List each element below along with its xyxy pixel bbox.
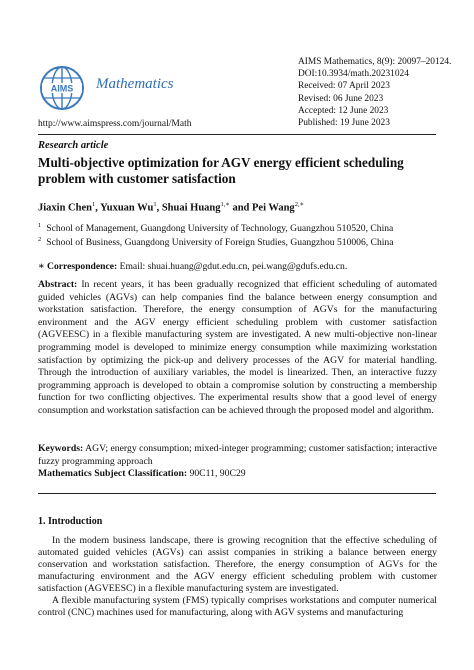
abstract bbox=[38, 279, 437, 418]
journal-name: Mathematics bbox=[96, 76, 174, 92]
msc-codes: 90C11, 90C29 bbox=[189, 468, 246, 479]
meta-accepted: Accepted: 12 June 2023 bbox=[298, 105, 389, 116]
msc-label: Mathematics Subject Classification: bbox=[38, 468, 188, 479]
affiliation-2: $^2$ School of Business, Guangdong University of Foreign Studies, Guangzhou 510006, China bbox=[38, 236, 394, 249]
correspondence-emails[interactable]: Email: shuai.huang@gdut.edu.cn, pei.wang@gdufs.edu.cn. bbox=[119, 261, 348, 272]
abstract-text: In recent years, it has been gradually recognized that efficient scheduling of automated guided vehicles (AGVs) can help companies find the balance between energy consumption and workstation satisfaction. Therefore, the energy consumption of AGVs for the manufacturing environment and the AGV energy efficient scheduling problem with customer satisfaction (AGVEESC) in a flexible manufacturing system are investigated. A new multi-objective non-linear programming model is developed to minimize energy consumption while maximizing workstation satisfaction by optimizing the pick-up and delivery processes of the AGV for material handling. Through the introduction of auxiliary variables, the model is linearized. Then, an interactive fuzzy programming approach is developed to obtain a compromise solution by constructing a membership function for two conflicting objectives. The experimental results show that a good level of energy consumption and workstation satisfaction can be achieved through the proposed model and algorithm. bbox=[38, 279, 438, 416]
article-type: Research article bbox=[38, 140, 109, 151]
section-heading-introduction: 1. Introduction bbox=[38, 516, 103, 527]
subject-classification bbox=[38, 468, 246, 479]
globe-icon bbox=[38, 64, 86, 112]
author-affil-mark: 1 bbox=[153, 201, 157, 208]
keywords-text: AGV; energy consumption; mixed-integer programming; customer satisfaction; interactive fuzzy programming approach bbox=[38, 443, 437, 467]
author-list: Jiaxin Chen$^1$, Yuxuan Wu$^1$, Shuai Huang$^{1,∗}$ and Pei Wang$^{2,∗}$ bbox=[38, 201, 304, 214]
keywords-label: Keywords: bbox=[38, 443, 84, 454]
meta-citation: AIMS Mathematics, 8(9): 20097–20124. bbox=[298, 57, 452, 67]
correspondence bbox=[38, 261, 347, 272]
article-title: Multi-objective optimization for AGV energy efficient scheduling problem with customer satisfaction bbox=[38, 155, 404, 186]
meta-doi[interactable]: DOI:10.3934/math.20231024 bbox=[298, 69, 409, 80]
affiliation-1: $^1$ School of Management, Guangdong University of Technology, Guangzhou 510520, China bbox=[38, 222, 394, 235]
author-name: Pei Wang bbox=[252, 202, 295, 214]
meta-revised: Revised: 06 June 2023 bbox=[298, 93, 384, 104]
author-affil-mark: 1,∗ bbox=[220, 201, 230, 208]
correspondence-label: ∗ Correspondence: bbox=[38, 261, 118, 272]
logo-text: AIMS bbox=[50, 83, 74, 94]
author-name: Jiaxin Chen bbox=[38, 202, 92, 214]
journal-url[interactable]: http://www.aimspress.com/journal/Math bbox=[38, 119, 192, 129]
abstract-label: Abstract: bbox=[38, 279, 78, 290]
author-name: Yuxuan Wu bbox=[100, 202, 154, 214]
intro-paragraph-2: A flexible manufacturing system (FMS) typically comprises workstations and computer numerical control (CNC) machines used for manufacturing, along with AGV systems and manufacturing bbox=[38, 595, 437, 618]
meta-received: Received: 07 April 2023 bbox=[298, 81, 390, 92]
abstract-divider bbox=[38, 493, 436, 494]
author-name: Shuai Huang bbox=[161, 202, 221, 214]
header-divider bbox=[38, 134, 436, 135]
keywords bbox=[38, 443, 437, 468]
article-meta bbox=[298, 56, 451, 129]
aims-logo bbox=[38, 64, 86, 112]
meta-published: Published: 19 June 2023 bbox=[298, 118, 390, 129]
author-affil-mark: 2,∗ bbox=[294, 201, 304, 208]
intro-paragraph-1: In the modern business landscape, there is growing recognition that the effective scheduling of automated guided vehicles (AGVs) can assist companies in striking a balance between energy conservation and workstation satisfaction. Therefore, the energy consumption of AGVs for the manufacturing environment and the AGV energy efficient scheduling problem with customer satisfaction (AGVEESC) in a flexible manufacturing system are investigated. bbox=[38, 535, 437, 594]
author-affil-mark: 1 bbox=[91, 201, 96, 208]
